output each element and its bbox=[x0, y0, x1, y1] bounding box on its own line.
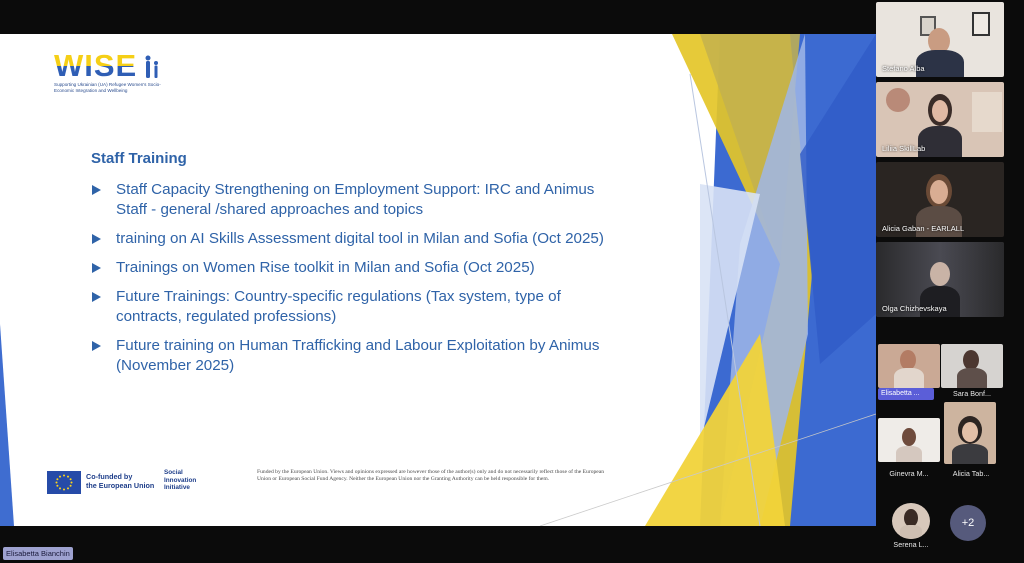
more-participants-button[interactable]: +2 bbox=[950, 505, 986, 541]
shared-slide bbox=[0, 34, 876, 526]
participant-tile[interactable] bbox=[941, 344, 1003, 388]
participant-name: Olga Chizhevskaya bbox=[882, 304, 947, 313]
participant-tile[interactable] bbox=[876, 82, 1004, 157]
bullet-list bbox=[92, 180, 612, 385]
list-item: Trainings on Women Rise toolkit in Milan and Sofia (Oct 2025) bbox=[92, 258, 612, 278]
funding-disclaimer: Funded by the European Union. Views and opinions expressed are however those of the author(s) only and do not necessarily reflect those of the European Union or European Social Fund Agency. Neither the European Union nor the Granting Authority can be held responsible for them. bbox=[257, 469, 605, 482]
list-item: training on AI Skills Assessment digital tool in Milan and Sofia (Oct 2025) bbox=[92, 229, 612, 249]
eu-cofunded-label: Co-funded by the European Union bbox=[86, 472, 155, 490]
participant-tile[interactable] bbox=[876, 242, 1004, 317]
logo-wordmark: WISE bbox=[54, 48, 138, 83]
participant-name: Sara Bonf... bbox=[953, 389, 991, 398]
participant-name: Liliia SkillLab bbox=[882, 144, 926, 153]
wise-logo bbox=[54, 48, 164, 94]
participant-name: Alicia Tab... bbox=[952, 469, 990, 478]
slide-footer bbox=[47, 468, 605, 498]
participant-name: Stefano Alba bbox=[882, 64, 925, 73]
section-title: Staff Training bbox=[91, 150, 187, 167]
participant-tile[interactable] bbox=[878, 418, 940, 462]
bullet-arrow-icon bbox=[92, 234, 101, 244]
list-item: Future training on Human Trafficking and Labour Exploitation by Animus (November 2025) bbox=[92, 336, 612, 376]
participant-tile[interactable] bbox=[876, 162, 1004, 237]
participant-tile[interactable] bbox=[944, 402, 996, 464]
bullet-arrow-icon bbox=[92, 292, 101, 302]
participant-name: Serena L... bbox=[893, 540, 929, 549]
participant-tile[interactable] bbox=[892, 503, 930, 539]
list-item: Future Trainings: Country-specific regulations (Tax system, type of contracts, regulated professions) bbox=[92, 287, 612, 327]
sii-logo: Social Innovation Initiative bbox=[164, 469, 197, 491]
presenter-name-tag: Elisabetta Bianchin bbox=[3, 547, 73, 560]
bullet-arrow-icon bbox=[92, 341, 101, 351]
bullet-arrow-icon bbox=[92, 263, 101, 273]
participant-name-highlighted: Elisabetta ... bbox=[878, 388, 934, 400]
list-item: Staff Capacity Strengthening on Employment Support: IRC and Animus Staff - general /shared approaches and topics bbox=[92, 180, 612, 220]
bullet-arrow-icon bbox=[92, 185, 101, 195]
eu-flag-icon bbox=[47, 471, 81, 494]
participant-tile[interactable] bbox=[876, 2, 1004, 77]
participant-name: Ginevra M... bbox=[889, 469, 929, 478]
participant-tile[interactable] bbox=[878, 344, 940, 388]
family-figures-icon bbox=[144, 54, 160, 80]
participant-name: Alicia Gaban - EARLALL bbox=[882, 224, 965, 233]
logo-tagline: Supporting Ukrainian (UA) Refugee Women's Socio-Economic Integration and Wellbeing bbox=[54, 82, 161, 93]
